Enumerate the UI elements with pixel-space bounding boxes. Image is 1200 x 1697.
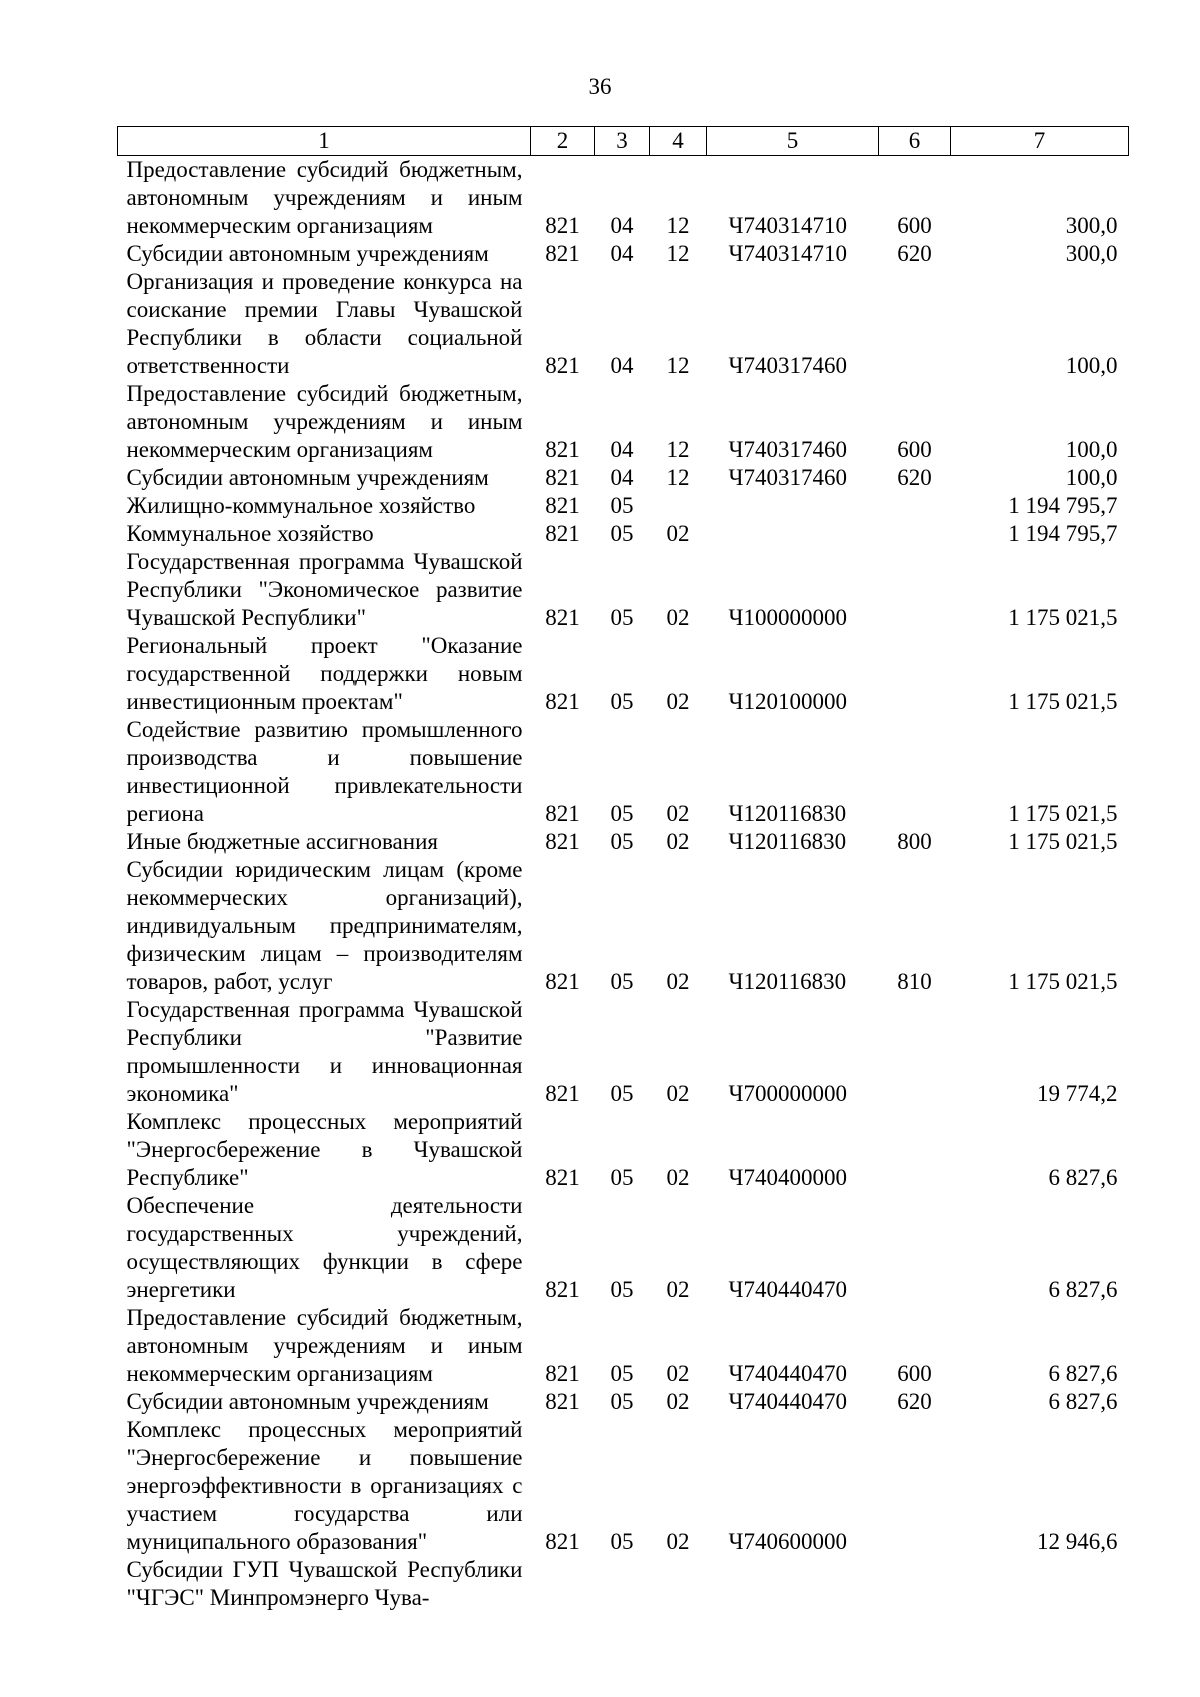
amount: 12 946,6 bbox=[1037, 1529, 1118, 1554]
section-code: 05 bbox=[610, 493, 634, 518]
amount: 1 175 021,5 bbox=[1008, 605, 1118, 630]
amount: 6 827,6 bbox=[1048, 1361, 1118, 1386]
amount: 1 194 795,7 bbox=[1008, 521, 1118, 546]
target-article-code bbox=[707, 520, 879, 548]
header-col-5: 5 bbox=[707, 127, 879, 156]
subsection-code: 02 bbox=[666, 1277, 690, 1302]
expense-type-code bbox=[879, 268, 951, 380]
ministry-code: 821 bbox=[545, 1081, 580, 1106]
table-row bbox=[118, 520, 1129, 548]
section-code bbox=[595, 1556, 650, 1612]
subsection-code: 02 bbox=[666, 605, 690, 630]
expense-type-code bbox=[879, 716, 951, 828]
subsection-code: 02 bbox=[666, 1165, 690, 1190]
table-row bbox=[118, 156, 1129, 241]
amount: 300,0 bbox=[1065, 213, 1118, 238]
ministry-code: 821 bbox=[545, 801, 580, 826]
ministry-code: 821 bbox=[545, 493, 580, 518]
table-row bbox=[118, 380, 1129, 464]
header-col-6: 6 bbox=[879, 127, 951, 156]
subsection-code: 02 bbox=[666, 1361, 690, 1386]
expense-type-code bbox=[879, 1416, 951, 1556]
subsection-code: 12 bbox=[666, 241, 690, 266]
ministry-code: 821 bbox=[545, 1389, 580, 1414]
row-name: Предоставление субсидий бюджетным, автономным учреждениям и иным некоммерческим организациям bbox=[126, 1305, 523, 1386]
amount: 6 827,6 bbox=[1048, 1277, 1118, 1302]
ministry-code: 821 bbox=[545, 521, 580, 546]
target-article-code: Ч740317460 bbox=[728, 437, 847, 462]
section-code: 05 bbox=[610, 521, 634, 546]
table-row bbox=[118, 464, 1129, 492]
amount: 100,0 bbox=[1065, 465, 1118, 490]
subsection-code: 02 bbox=[666, 1081, 690, 1106]
ministry-code: 821 bbox=[545, 1529, 580, 1554]
header-col-4: 4 bbox=[650, 127, 707, 156]
table-row bbox=[118, 632, 1129, 716]
row-name: Региональный проект "Оказание государственной поддержки новым инвестиционным проектам" bbox=[126, 633, 523, 714]
ministry-code: 821 bbox=[545, 437, 580, 462]
section-code: 04 bbox=[610, 437, 634, 462]
target-article-code: Ч740440470 bbox=[728, 1389, 847, 1414]
section-code: 05 bbox=[610, 1081, 634, 1106]
target-article-code: Ч120100000 bbox=[728, 689, 847, 714]
expense-type-code: 810 bbox=[897, 969, 932, 994]
expense-type-code: 620 bbox=[897, 1389, 932, 1414]
row-name: Предоставление субсидий бюджетным, автономным учреждениям и иным некоммерческим организациям bbox=[126, 157, 523, 238]
amount: 1 194 795,7 bbox=[1008, 493, 1118, 518]
expense-type-code bbox=[879, 492, 951, 520]
table-row bbox=[118, 716, 1129, 828]
header-col-3: 3 bbox=[595, 127, 650, 156]
ministry-code: 821 bbox=[545, 353, 580, 378]
subsection-code: 02 bbox=[666, 1529, 690, 1554]
table-body bbox=[118, 156, 1129, 1613]
amount: 100,0 bbox=[1065, 353, 1118, 378]
section-code: 05 bbox=[610, 1529, 634, 1554]
ministry-code: 821 bbox=[545, 829, 580, 854]
table-row bbox=[118, 1108, 1129, 1192]
subsection-code bbox=[650, 492, 707, 520]
row-name: Предоставление субсидий бюджетным, автономным учреждениям и иным некоммерческим организациям bbox=[126, 381, 523, 462]
ministry-code: 821 bbox=[545, 1277, 580, 1302]
page-number: 36 bbox=[588, 74, 612, 99]
section-code: 05 bbox=[610, 969, 634, 994]
ministry-code: 821 bbox=[545, 213, 580, 238]
target-article-code: Ч700000000 bbox=[728, 1081, 847, 1106]
table-row bbox=[118, 828, 1129, 856]
ministry-code: 821 bbox=[545, 689, 580, 714]
table-row bbox=[118, 1304, 1129, 1388]
amount: 1 175 021,5 bbox=[1008, 829, 1118, 854]
section-code: 04 bbox=[610, 213, 634, 238]
amount: 1 175 021,5 bbox=[1008, 801, 1118, 826]
row-name: Иные бюджетные ассигнования bbox=[126, 829, 438, 854]
section-code: 05 bbox=[610, 689, 634, 714]
expense-type-code: 600 bbox=[897, 213, 932, 238]
expense-type-code: 600 bbox=[897, 437, 932, 462]
section-code: 04 bbox=[610, 465, 634, 490]
ministry-code: 821 bbox=[545, 241, 580, 266]
target-article-code: Ч120116830 bbox=[728, 829, 847, 854]
table-row bbox=[118, 1556, 1129, 1612]
section-code: 04 bbox=[610, 241, 634, 266]
section-code: 05 bbox=[610, 1277, 634, 1302]
table-row bbox=[118, 1416, 1129, 1556]
target-article-code: Ч740317460 bbox=[728, 353, 847, 378]
table-row bbox=[118, 996, 1129, 1108]
expense-type-code: 600 bbox=[897, 1361, 932, 1386]
ministry-code: 821 bbox=[545, 969, 580, 994]
amount: 6 827,6 bbox=[1048, 1165, 1118, 1190]
table-header bbox=[118, 127, 1129, 156]
target-article-code: Ч740314710 bbox=[728, 213, 847, 238]
subsection-code: 12 bbox=[666, 465, 690, 490]
section-code: 05 bbox=[610, 1165, 634, 1190]
row-name: Государственная программа Чувашской Республики "Развитие промышленности и инновационная экономика" bbox=[126, 997, 523, 1106]
amount: 1 175 021,5 bbox=[1008, 689, 1118, 714]
section-code: 05 bbox=[610, 829, 634, 854]
subsection-code bbox=[650, 1556, 707, 1612]
row-name: Содействие развитию промышленного производства и повышение инвестиционной привлекательности региона bbox=[126, 717, 523, 826]
budget-table bbox=[117, 126, 1129, 1612]
expense-type-code: 800 bbox=[897, 829, 932, 854]
ministry-code: 821 bbox=[545, 1361, 580, 1386]
row-name: Субсидии ГУП Чувашской Республики "ЧГЭС" Минпромэнерго Чува- bbox=[126, 1557, 523, 1610]
table-row bbox=[118, 856, 1129, 996]
section-code: 05 bbox=[610, 801, 634, 826]
table-row bbox=[118, 1388, 1129, 1416]
row-name: Субсидии автономным учреждениям bbox=[126, 1389, 489, 1414]
expense-type-code bbox=[879, 520, 951, 548]
subsection-code: 12 bbox=[666, 353, 690, 378]
target-article-code: Ч740400000 bbox=[728, 1165, 847, 1190]
row-name: Субсидии автономным учреждениям bbox=[126, 241, 489, 266]
amount bbox=[951, 1556, 1129, 1612]
table-row bbox=[118, 240, 1129, 268]
header-col-7: 7 bbox=[951, 127, 1129, 156]
expense-type-code: 620 bbox=[897, 241, 932, 266]
subsection-code: 02 bbox=[666, 829, 690, 854]
row-name: Комплекс процессных мероприятий "Энергосбережение в Чувашской Республике" bbox=[126, 1109, 523, 1190]
expense-type-code bbox=[879, 632, 951, 716]
expense-type-code: 620 bbox=[897, 465, 932, 490]
target-article-code: Ч740600000 bbox=[728, 1529, 847, 1554]
section-code: 05 bbox=[610, 1389, 634, 1414]
target-article-code: Ч740314710 bbox=[728, 241, 847, 266]
expense-type-code bbox=[879, 1192, 951, 1304]
expense-type-code bbox=[879, 1108, 951, 1192]
target-article-code: Ч120116830 bbox=[728, 801, 847, 826]
target-article-code bbox=[707, 1556, 879, 1612]
expense-type-code bbox=[879, 1556, 951, 1612]
target-article-code bbox=[707, 492, 879, 520]
amount: 19 774,2 bbox=[1037, 1081, 1118, 1106]
amount: 100,0 bbox=[1065, 437, 1118, 462]
target-article-code: Ч740317460 bbox=[728, 465, 847, 490]
row-name: Комплекс процессных мероприятий "Энергосбережение и повышение энергоэффективности в организациях с участием государства или муниципального образования" bbox=[126, 1417, 523, 1554]
row-name: Жилищно-коммунальное хозяйство bbox=[126, 493, 476, 518]
subsection-code: 02 bbox=[666, 521, 690, 546]
subsection-code: 02 bbox=[666, 801, 690, 826]
row-name: Коммунальное хозяйство bbox=[126, 521, 374, 546]
ministry-code: 821 bbox=[545, 465, 580, 490]
target-article-code: Ч740440470 bbox=[728, 1277, 847, 1302]
expense-type-code bbox=[879, 996, 951, 1108]
table-row bbox=[118, 268, 1129, 380]
ministry-code: 821 bbox=[545, 1165, 580, 1190]
subsection-code: 12 bbox=[666, 213, 690, 238]
subsection-code: 12 bbox=[666, 437, 690, 462]
header-row bbox=[118, 127, 1129, 156]
header-col-1: 1 bbox=[118, 127, 531, 156]
subsection-code: 02 bbox=[666, 1389, 690, 1414]
section-code: 05 bbox=[610, 1361, 634, 1386]
expense-type-code bbox=[879, 548, 951, 632]
section-code: 05 bbox=[610, 605, 634, 630]
ministry-code: 821 bbox=[545, 605, 580, 630]
row-name: Субсидии юридическим лицам (кроме некоммерческих организаций), индивидуальным предпринимателям, физическим лицам – производителям товаров, работ, услуг bbox=[126, 857, 523, 994]
subsection-code: 02 bbox=[666, 689, 690, 714]
target-article-code: Ч100000000 bbox=[728, 605, 847, 630]
target-article-code: Ч740440470 bbox=[728, 1361, 847, 1386]
amount: 1 175 021,5 bbox=[1008, 969, 1118, 994]
section-code: 04 bbox=[610, 353, 634, 378]
subsection-code: 02 bbox=[666, 969, 690, 994]
row-name: Организация и проведение конкурса на соискание премии Главы Чувашской Республики в области социальной ответственности bbox=[126, 269, 523, 378]
row-name: Государственная программа Чувашской Республики "Экономическое развитие Чувашской Республики" bbox=[126, 549, 523, 630]
ministry-code bbox=[531, 1556, 595, 1612]
table-row bbox=[118, 548, 1129, 632]
table-row bbox=[118, 1192, 1129, 1304]
target-article-code: Ч120116830 bbox=[728, 969, 847, 994]
row-name: Субсидии автономным учреждениям bbox=[126, 465, 489, 490]
row-name: Обеспечение деятельности государственных учреждений, осуществляющих функции в сфере энергетики bbox=[126, 1193, 523, 1302]
amount: 300,0 bbox=[1065, 241, 1118, 266]
table-row bbox=[118, 492, 1129, 520]
header-col-2: 2 bbox=[531, 127, 595, 156]
amount: 6 827,6 bbox=[1048, 1389, 1118, 1414]
